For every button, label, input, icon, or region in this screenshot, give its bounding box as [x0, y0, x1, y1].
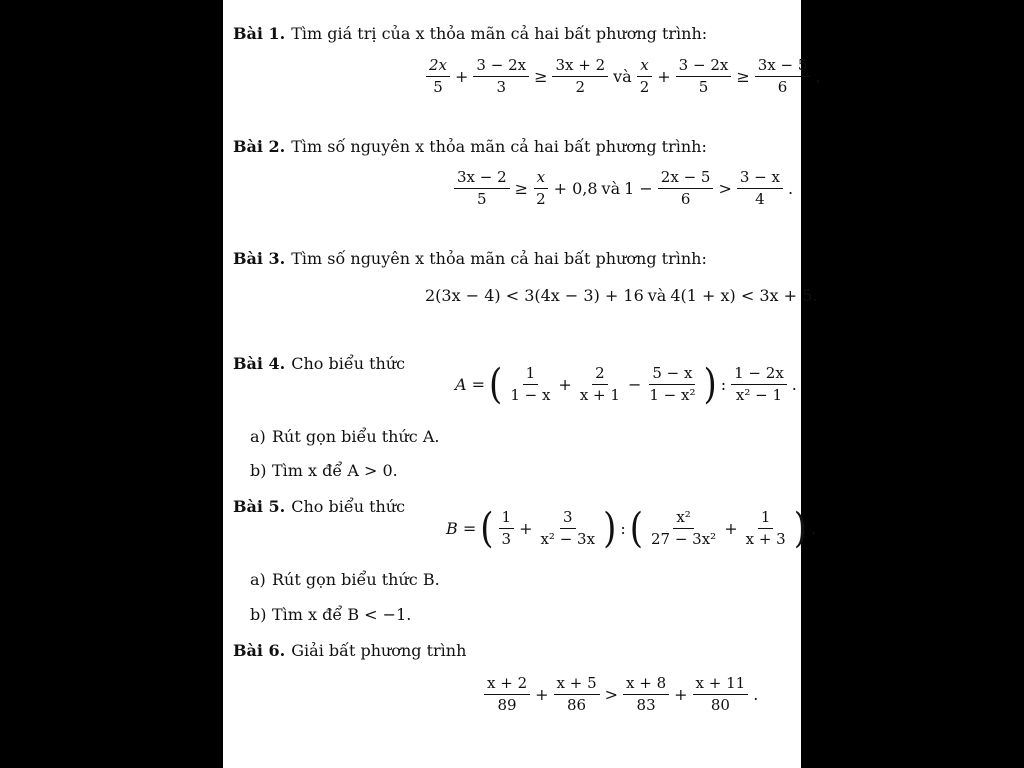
problem-text: Tìm số nguyên x thỏa mãn cả hai bất phương trình:	[291, 137, 707, 156]
fraction: $\frac{x + 5}{86}$	[554, 676, 600, 713]
fraction: $\frac{\text{x²}}{\text{27 − 3x²}}$	[650, 508, 717, 548]
problem-2-heading	[233, 137, 707, 157]
problem-4-part-b: b) Tìm x để A > 0.	[250, 461, 398, 480]
problem-label: Bài 4.	[233, 354, 286, 373]
fraction: $\frac{2}{x + 1}$	[579, 364, 620, 404]
fraction: $\frac{x}{2}$	[637, 58, 653, 95]
fraction: $\frac{x + 8}{83}$	[623, 676, 669, 713]
problem-5-expression: B = ( $\frac{1}{3}$ + $\frac{3}{\text{x² − 3x}}$ ) : ( $\frac{\text{x²}}{\text{27 − 3x²}}$ + $\frac{1}{x + 3}$ ) .	[446, 504, 817, 553]
fraction: $\frac{x}{2}$	[533, 170, 549, 207]
problem-3-heading	[233, 249, 707, 269]
fraction: $\frac{3 - 2x}{3}$	[473, 58, 529, 95]
fraction: $\frac{2x}{5}$	[426, 58, 450, 95]
problem-5-part-a: a) Rút gọn biểu thức B.	[250, 570, 440, 589]
fraction: $\frac{x + 2}{89}$	[484, 676, 530, 713]
problem-label: Bài 2.	[233, 137, 286, 156]
and-word: và	[647, 286, 667, 305]
fraction: $\frac{2x - 5}{6}$	[658, 170, 714, 207]
fraction: $\frac{3 - x}{4}$	[737, 170, 783, 207]
fraction: $\frac{x + 11}{80}$	[693, 676, 749, 713]
problem-text: Tìm số nguyên x thỏa mãn cả hai bất phương trình:	[291, 249, 707, 268]
fraction: $\frac{3x + 2}{2}$	[552, 58, 608, 95]
problem-6-inequality: $\frac{x + 2}{89}$ + $\frac{x + 5}{86}$ > $\frac{x + 8}{83}$ + $\frac{x + 11}{80}$ .	[481, 676, 760, 713]
fraction: $\frac{1}{x + 3}$	[745, 508, 786, 548]
fraction: $\frac{3 - 2x}{5}$	[676, 58, 732, 95]
fraction: $\frac{1 - 2x}{\text{x² − 1}}$	[731, 366, 787, 403]
problem-label: Bài 3.	[233, 249, 286, 268]
problem-5-heading	[233, 497, 405, 517]
problem-text: Giải bất phương trình	[291, 641, 467, 660]
fraction: $\frac{1}{3}$	[499, 510, 515, 547]
problem-label: Bài 5.	[233, 497, 286, 516]
fraction: $\frac{1}{1 - x}$	[510, 364, 551, 404]
problem-4-heading	[233, 354, 405, 374]
problem-4-part-a: a) Rút gọn biểu thức A.	[250, 427, 440, 446]
problem-3-inequalities: 2(3x − 4) < 3(4x − 3) + 16 và 4(1 + x) < 3x + 5.	[425, 286, 818, 305]
fraction: $\frac{3x - 2}{5}$	[454, 170, 510, 207]
problem-label: Bài 1.	[233, 24, 286, 43]
problem-1-heading	[233, 24, 707, 44]
fraction: $\frac{5 - x}{\text{1 − x²}}$	[649, 364, 696, 404]
problem-6-heading	[233, 641, 466, 661]
problem-text: Cho biểu thức	[291, 354, 406, 373]
fraction: $\frac{3x - 5}{6}$	[755, 58, 811, 95]
and-word: và	[613, 66, 632, 86]
problem-2-inequalities: $\frac{3x - 2}{5}$ ≥ $\frac{x}{2}$ + 0,8 và 1 − $\frac{2x - 5}{6}$ > $\frac{3 - x}{4}$ .	[451, 170, 795, 207]
document-page	[223, 0, 821, 768]
problem-4-expression: A = ( $\frac{1}{1 - x}$ + $\frac{2}{x + 1}$ − $\frac{5 - x}{\text{1 − x²}}$ ) : $\frac{1 - 2x}{\text{x² − 1}}$ .	[455, 360, 797, 409]
and-word: và	[601, 178, 621, 198]
problem-text: Cho biểu thức	[291, 497, 406, 516]
problem-1-inequalities: $\frac{2x}{5}$ + $\frac{3 - 2x}{3}$ ≥ $\frac{3x + 2}{2}$ và $\frac{x}{2}$ + $\frac{3 - 2x}{5}$ ≥ $\frac{3x - 5}{6}$ .	[423, 58, 822, 95]
problem-5-part-b: b) Tìm x để B < −1.	[250, 605, 412, 624]
problem-label: Bài 6.	[233, 641, 286, 660]
problem-text: Tìm giá trị của x thỏa mãn cả hai bất phương trình:	[291, 24, 708, 43]
fraction: $\frac{3}{\text{x² − 3x}}$	[540, 508, 596, 548]
